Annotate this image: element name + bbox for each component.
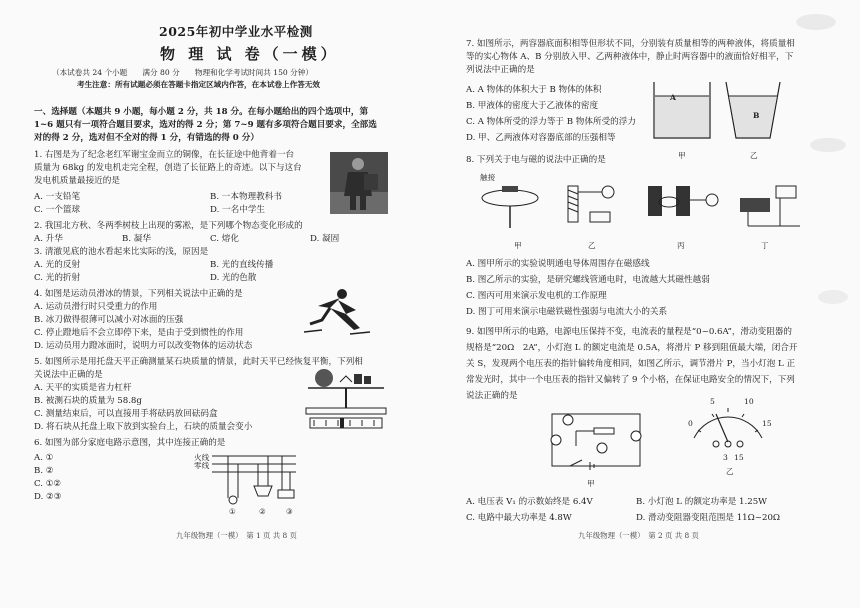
voltmeter-dial <box>686 398 770 450</box>
live-wire-label: 火线 <box>194 453 210 462</box>
question-text: 2. 我国北方秋、冬两季树枝上出现的雾凇，是下列哪个物态变化形成的 <box>34 221 303 231</box>
electromagnetism-figures <box>480 172 810 234</box>
question-text: 3. 清澈见底的池水看起来比实际的浅，原因是 <box>34 247 209 257</box>
option-text: B. 凝华 <box>122 234 151 244</box>
question-text: 发电机质量最接近的是 <box>34 176 120 186</box>
option-text: A. 光的反射 <box>34 260 81 270</box>
container-jia-label: 甲 <box>678 151 686 160</box>
skater-figure <box>300 284 380 340</box>
option-text: A. 电压表 V₁ 的示数始终是 6.4V <box>466 497 593 507</box>
question-text: 等的实心物体 A、B 分别放入甲、乙两种液体中，静止时两容器中的液面恰好相平，下 <box>466 52 794 62</box>
option-text: B. 甲液体的密度大于乙液体的密度 <box>466 101 599 111</box>
question-text: 4. 如图是运动员滑冰的情景，下列相关说法中正确的是 <box>34 289 243 299</box>
option-text: B. ② <box>34 466 54 476</box>
option-text: B. 小灯泡 L 的额定功率是 1.25W <box>636 497 767 507</box>
question-text: 说法正确的是 <box>466 391 518 401</box>
circuit-diagram <box>546 406 646 474</box>
section-heading-line: 对的得 2 分，选对但不全对的得 1 分，有错选的得 0 分） <box>34 133 259 143</box>
scan-smudge <box>796 14 836 30</box>
containers-figure <box>652 76 782 146</box>
option-text: D. 光的色散 <box>210 273 257 283</box>
question-text: 9. 如图甲所示的电路，电源电压保持不变，电流表的量程是“0~0.6A”，滑动变阻器的 <box>466 327 792 337</box>
exam-info-line: （本试卷共 24 个小题 满分 80 分 物理和化学考试时间共 150 分钟） <box>52 68 313 77</box>
option-text: D. 运动员用力蹬冰面时，说明力可以改变物体的运动状态 <box>34 341 253 351</box>
page-footer: 九年级物理（一模） 第 2 页 共 8 页 <box>578 531 699 540</box>
option-text: C. 测量结束后，可以直接用手将砝码放回砝码盒 <box>34 409 218 419</box>
question-text: 关说法中正确的是 <box>34 370 103 380</box>
option-text: A. 一支铅笔 <box>34 192 81 202</box>
option-text: B. 冰刀做得很薄可以减小对冰面的压强 <box>34 315 184 325</box>
option-text: A. 运动员滑行时只受重力的作用 <box>34 302 158 312</box>
balance-figure <box>300 366 392 432</box>
container-yi-label: 乙 <box>750 151 758 160</box>
option-text: B. 被测石块的质量为 58.8g <box>34 396 142 406</box>
option-text: B. 一本物理教科书 <box>210 192 282 202</box>
figure-jia-label: 甲 <box>514 241 522 250</box>
figure-bing-label: 丙 <box>677 241 685 250</box>
exam-notice: 考生注意：所有试题必须在答题卡指定区域内作答，在本试卷上作答无效 <box>77 80 320 89</box>
option-text: D. 凝固 <box>310 234 340 244</box>
page-2 <box>430 0 860 608</box>
option-text: A. A 物体的体积大于 B 物体的体积 <box>466 85 602 95</box>
figure-number-1: ① <box>229 507 236 516</box>
option-text: C. 图丙可用来演示发电机的工作原理 <box>466 291 607 301</box>
option-text: A. 天平的实质是省力杠杆 <box>34 383 132 393</box>
option-text: A. ① <box>34 453 54 463</box>
question-text: 8. 下列关于电与磁的说法中正确的是 <box>466 155 606 165</box>
figure-yi-label: 乙 <box>588 241 596 250</box>
question-text: 7. 如图所示，两容器底面积相等但形状不同，分别装有质量相等的两种液体，将质量相 <box>466 39 795 49</box>
page-footer: 九年级物理（一模） 第 1 页 共 8 页 <box>176 531 297 540</box>
statue-photo <box>330 152 388 214</box>
question-text: 规格是“20Ω 2A”，小灯泡 L 的额定电流是 0.5A，将滑片 P 移到阻值最大端，闭合开 <box>466 343 798 353</box>
figure-number-2: ② <box>259 507 266 516</box>
exam-title: 2025年初中学业水平检测 <box>159 24 313 39</box>
figure-ding-label: 丁 <box>761 241 769 250</box>
option-text: D. 图丁可用来演示电磁铁磁性强弱与电流大小的关系 <box>466 307 668 317</box>
figure-number-3: ③ <box>286 507 293 516</box>
section-heading-line: 一、选择题（本题共 9 小题，每小题 2 分，共 18 分。在每小题给出的四个选项中，第 <box>34 107 369 117</box>
question-text: 质量为 68kg 的发电机走完全程，创造了长征路上的奇迹。以下与这台 <box>34 163 302 173</box>
question-text: 常发光时，其中一个电压表的指针又偏转了 9 个小格，在保证电路安全的情况下，下列 <box>466 375 795 385</box>
contact-tag: 触接 <box>480 173 496 182</box>
option-text: C. 一个篮球 <box>34 205 81 215</box>
option-text: B. 光的直线传播 <box>210 260 274 270</box>
question-text: 6. 如图为部分家庭电路示意图，其中连接正确的是 <box>34 438 226 448</box>
option-text: C. 熔化 <box>210 234 239 244</box>
option-text: C. 电路中最大功率是 4.8W <box>466 513 572 523</box>
option-text: B. 图乙所示的实验，是研究螺线管通电时，电流越大其磁性越弱 <box>466 275 710 285</box>
circuit-jia-label: 甲 <box>587 479 595 488</box>
section-heading-line: 1~6 题只有一项符合题目要求，选对的得 2 分；第 7~9 题有多项符合题目要求，全部选 <box>34 120 377 130</box>
option-text: D. 滑动变阻器变阻范围是 11Ω~20Ω <box>636 513 781 523</box>
option-text: C. ①② <box>34 479 62 489</box>
option-text: A. 升华 <box>34 234 63 244</box>
option-text: C. 停止蹬地后不会立即停下来，是由于受到惯性的作用 <box>34 328 244 338</box>
option-text: D. 一名中学生 <box>210 205 266 215</box>
question-text: 列说法中正确的是 <box>466 65 535 75</box>
dial-scale-label: 10 <box>744 397 754 406</box>
option-text: A. 图甲所示的实验说明通电导体周围存在磁感线 <box>466 259 650 269</box>
object-b-label: B <box>753 111 760 120</box>
dial-scale-label: 0 <box>688 419 693 428</box>
neutral-wire-label: 零线 <box>194 461 210 470</box>
option-text: D. 将石块从托盘上取下放到实验台上，石块的质量会变小 <box>34 422 253 432</box>
question-text: 5. 如图所示是用托盘天平正确测量某石块质量的情景，此时天平已经恢复平衡，下列相 <box>34 357 363 367</box>
exam-subtitle: 物 理 试 卷（一模） <box>160 45 340 63</box>
scan-smudge <box>810 138 846 152</box>
object-a-label: A <box>670 93 676 102</box>
dial-terminal-label: 15 <box>734 453 744 462</box>
dial-terminal-label: 3 <box>723 453 728 462</box>
option-text: C. A 物体所受的浮力等于 B 物体所受的浮力 <box>466 117 636 127</box>
dial-scale-label: 15 <box>762 419 772 428</box>
option-text: C. 光的折射 <box>34 273 81 283</box>
question-text: 关 S，发现两个电压表的指针偏转角度相同，如图乙所示，调节滑片 P，当小灯泡 L 正 <box>466 359 796 369</box>
dial-yi-label: 乙 <box>726 467 734 476</box>
option-text: D. 甲、乙两液体对容器底部的压强相等 <box>466 133 616 143</box>
option-text: D. ②③ <box>34 492 62 502</box>
dial-scale-label: 5 <box>710 397 715 406</box>
scan-smudge <box>818 290 848 304</box>
question-text: 1. 右图是为了纪念老红军谢宝金而立的铜像，在长征途中他背着一台 <box>34 150 295 160</box>
